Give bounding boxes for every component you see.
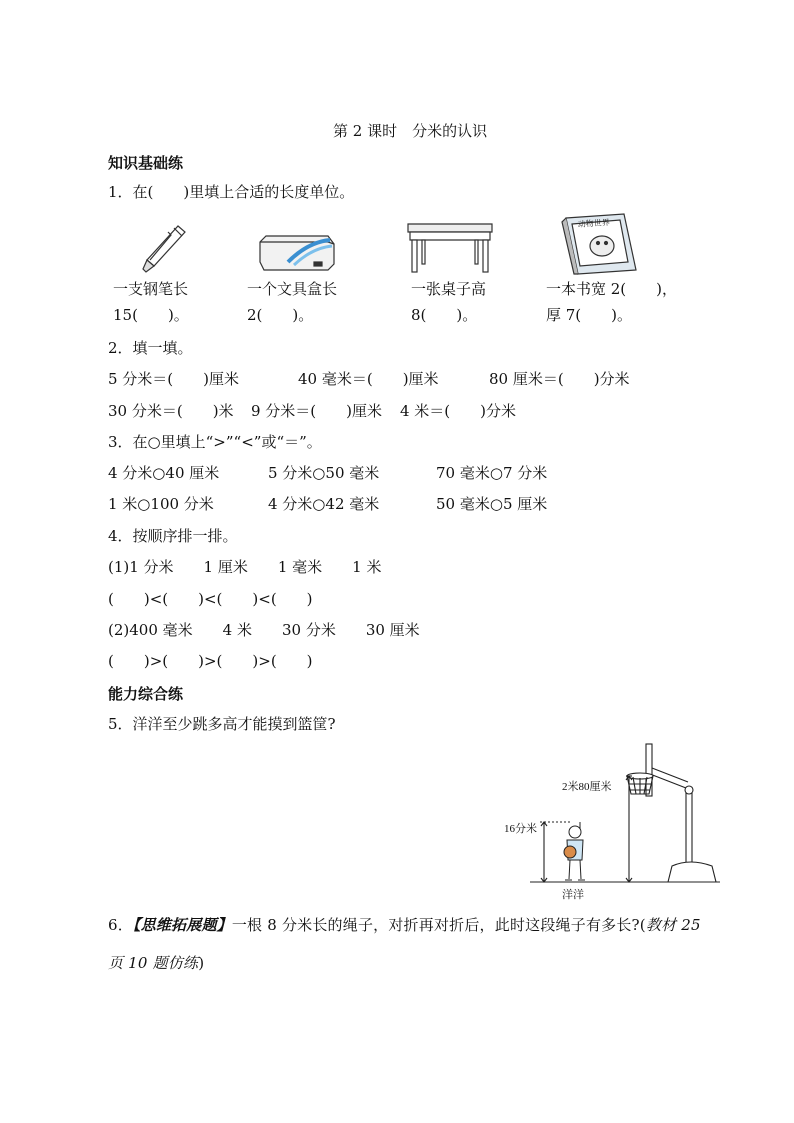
q6-tag: 【思维拓展题】 <box>132 916 232 934</box>
q6-text: 一根 8 分米长的绳子，对折再对折后，此时这段绳子有多长?( <box>231 916 646 934</box>
pen-illustration <box>138 222 190 274</box>
q4-part2-items: (2)400 毫米 4 米 30 分米 30 厘米 <box>108 621 420 639</box>
q2-r1-c2: 40 毫米＝( )厘米 <box>298 370 439 388</box>
book-cover-title: 动物世界 <box>577 217 611 230</box>
q1-item-4-line2: 厚 7( )。 <box>546 306 633 324</box>
q3-r2-c1: 1 米○100 分米 <box>108 495 214 513</box>
question-1-stem: 1．在( )里填上合适的长度单位。 <box>108 183 355 201</box>
q1-item-1-line2: 15( )。 <box>113 306 189 324</box>
desk-illustration <box>404 220 496 274</box>
question-5-stem: 5．洋洋至少跳多高才能摸到篮筐? <box>108 715 336 733</box>
book-illustration <box>560 212 640 274</box>
q3-r2-c2: 4 分米○42 毫米 <box>268 495 380 513</box>
q1-item-4-line1: 一本书宽 2( )， <box>546 280 678 298</box>
q2-r1-c1: 5 分米＝( )厘米 <box>108 370 240 388</box>
question-6-line1 <box>108 916 701 934</box>
q3-r2-c3: 50 毫米○5 厘米 <box>436 495 548 513</box>
q3-r1-c3: 70 毫米○7 分米 <box>436 464 548 482</box>
q1-item-3-line2: 8( )。 <box>411 306 478 324</box>
child-figure <box>564 822 585 880</box>
q6-ref-2: 页 10 题仿练 <box>108 954 199 972</box>
basketball-hoop-figure <box>500 740 728 900</box>
pencil-case-illustration <box>258 232 336 272</box>
q1-item-3-line1: 一张桌子高 <box>411 280 487 298</box>
q1-item-2-line2: 2( )。 <box>247 306 314 324</box>
question-2-stem: 2．填一填。 <box>108 339 193 357</box>
reach-height-label: 16分米 <box>504 823 537 835</box>
q4-part2-blanks: ( )>( )>( )>( ) <box>108 652 313 670</box>
question-4-stem: 4．按顺序排一排。 <box>108 527 238 545</box>
q3-r1-c1: 4 分米○40 厘米 <box>108 464 220 482</box>
hoop-height-label: 2米80厘米 <box>562 781 612 793</box>
q4-part1-items: (1)1 分米 1 厘米 1 毫米 1 米 <box>108 558 382 576</box>
question-6-line2 <box>108 954 204 972</box>
page-title: 第 2 课时 分米的认识 <box>333 122 488 140</box>
q1-item-1-line1: 一支钢笔长 <box>113 280 189 298</box>
q3-r1-c2: 5 分米○50 毫米 <box>268 464 380 482</box>
q2-r1-c3: 80 厘米＝( )分米 <box>489 370 630 388</box>
q2-r2-c3: 4 米＝( )分米 <box>400 402 517 420</box>
q6-prefix: 6． <box>108 916 133 934</box>
q4-part1-blanks: ( )<( )<( )<( ) <box>108 590 313 608</box>
child-name-label: 洋洋 <box>562 889 584 901</box>
question-3-stem: 3．在○里填上“>”“<”或“＝”。 <box>108 433 322 451</box>
q2-r2-c2: 9 分米＝( )厘米 <box>251 402 383 420</box>
q6-ref-1: 教材 25 <box>645 916 701 934</box>
section-heading-ability: 能力综合练 <box>108 685 184 703</box>
q1-item-2-line1: 一个文具盒长 <box>247 280 338 298</box>
q6-close: ) <box>198 954 205 972</box>
q2-r2-c1: 30 分米＝( )米 <box>108 402 234 420</box>
section-heading-basic: 知识基础练 <box>108 154 184 172</box>
